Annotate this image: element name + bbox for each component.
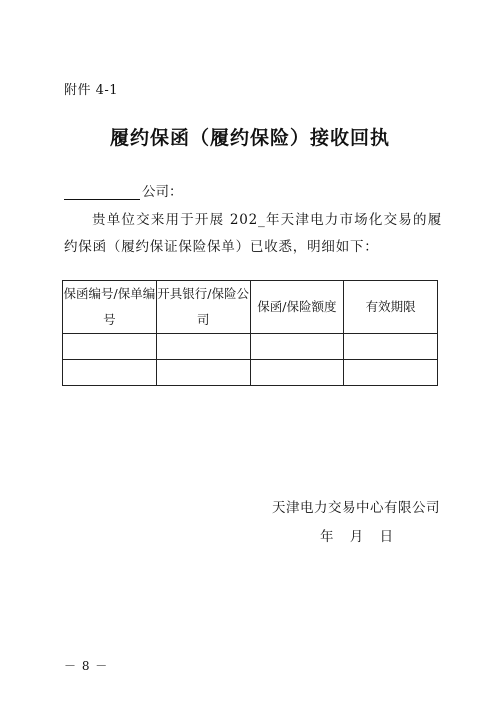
table-cell [63, 360, 157, 386]
table-cell [63, 334, 157, 360]
document-title: 履约保函（履约保险）接收回执 [109, 127, 390, 149]
header-guarantee-amount: 保函/保险额度 [250, 281, 344, 334]
attachment-label: 附件 4-1 [64, 83, 119, 98]
table-cell [344, 360, 438, 386]
addressee-suffix: 公司： [142, 184, 183, 200]
table-row [63, 360, 438, 386]
company-name-blank [64, 185, 140, 200]
body-paragraph: 贵单位交来用于开展 202_年天津电力市场化交易的履约保函（履约保证保险保单）已收悉，明细如下： [64, 212, 442, 255]
table-cell [250, 360, 344, 386]
table-cell [250, 334, 344, 360]
header-validity-period: 有效期限 [344, 281, 438, 334]
table-cell [156, 334, 250, 360]
header-guarantee-number: 保函编号/保单编号 [63, 281, 157, 334]
signing-organization: 天津电力交易中心有限公司 [272, 500, 440, 516]
table-cell [344, 334, 438, 360]
table-header-row [63, 281, 438, 334]
header-issuing-bank: 开具银行/保险公司 [156, 281, 250, 334]
guarantee-details-table [62, 280, 438, 386]
page-number: － 8 － [64, 659, 109, 673]
table-row [63, 334, 438, 360]
addressee-line [64, 180, 183, 200]
signing-date-line: 年 月 日 [320, 529, 395, 545]
table-cell [156, 360, 250, 386]
